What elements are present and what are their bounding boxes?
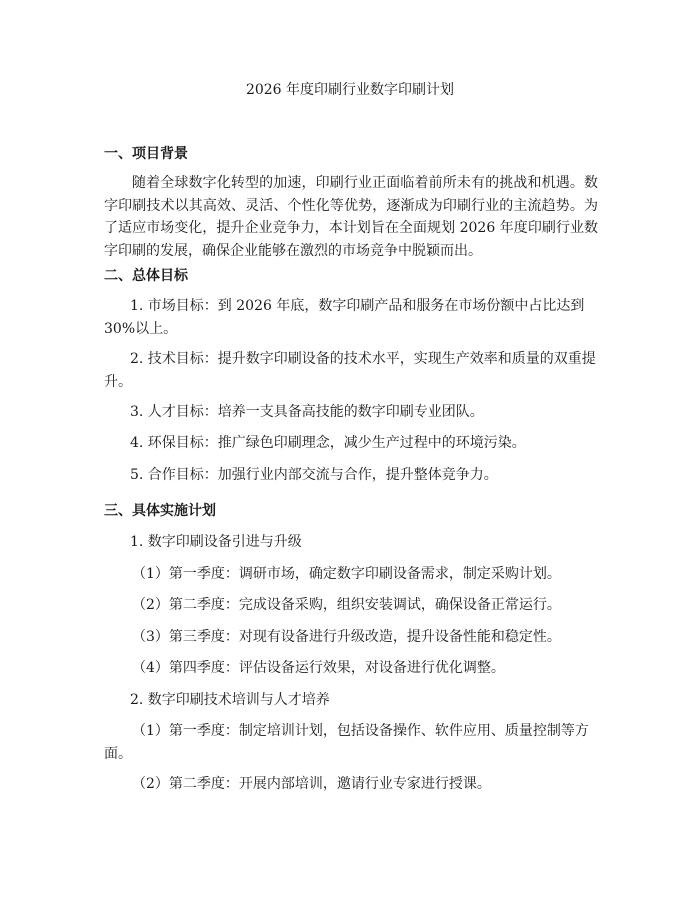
goal-item-market: 1. 市场目标：到 2026 年底，数字印刷产品和服务在市场份额中占比达到 30%以上。	[104, 298, 585, 337]
goal-item-technology: 2. 技术目标：提升数字印刷设备的技术水平，实现生产效率和质量的双重提升。	[104, 351, 596, 390]
plan-subsection-training-title: 2. 数字印刷技术培训与人才培养	[130, 692, 330, 708]
document-title: 2026 年度印刷行业数字印刷计划	[245, 82, 455, 98]
goal-item-cooperation: 5. 合作目标：加强行业内部交流与合作，提升整体竞争力。	[130, 467, 498, 483]
training-item-q2: （2）第二季度：开展内部培训，邀请行业专家进行授课。	[132, 776, 491, 792]
training-item-q1: （1）第一季度：制定培训计划，包括设备操作、软件应用、质量控制等方面。	[104, 723, 589, 762]
equipment-item-q3: （3）第三季度：对现有设备进行升级改造，提升设备性能和稳定性。	[132, 629, 561, 645]
equipment-item-q1: （1）第一季度：调研市场，确定数字印刷设备需求，制定采购计划。	[132, 566, 561, 582]
equipment-item-q2: （2）第二季度：完成设备采购，组织安装调试，确保设备正常运行。	[132, 597, 561, 613]
goal-item-talent: 3. 人才目标：培养一支具备高技能的数字印刷专业团队。	[130, 404, 484, 420]
section-heading-background: 一、项目背景	[104, 146, 188, 162]
equipment-item-q4: （4）第四季度：评估设备运行效果，对设备进行优化调整。	[132, 660, 505, 676]
section-heading-goals: 二、总体目标	[104, 268, 188, 284]
plan-subsection-equipment-title: 1. 数字印刷设备引进与升级	[130, 534, 302, 550]
section-heading-plan: 三、具体实施计划	[104, 503, 216, 519]
background-paragraph: 随着全球数字化转型的加速，印刷行业正面临着前所未有的挑战和机遇。数字印刷技术以其高效、灵活、个性化等优势，逐渐成为印刷行业的主流趋势。为了适应市场变化，提升企业竞争力，本计划旨在全面规划 2026 年度印刷行业数字印刷的发展，确保企业能够在激烈的市场竞争中脱颖而出。	[104, 175, 598, 259]
goal-item-environment: 4. 环保目标：推广绿色印刷理念，减少生产过程中的环境污染。	[130, 435, 526, 451]
